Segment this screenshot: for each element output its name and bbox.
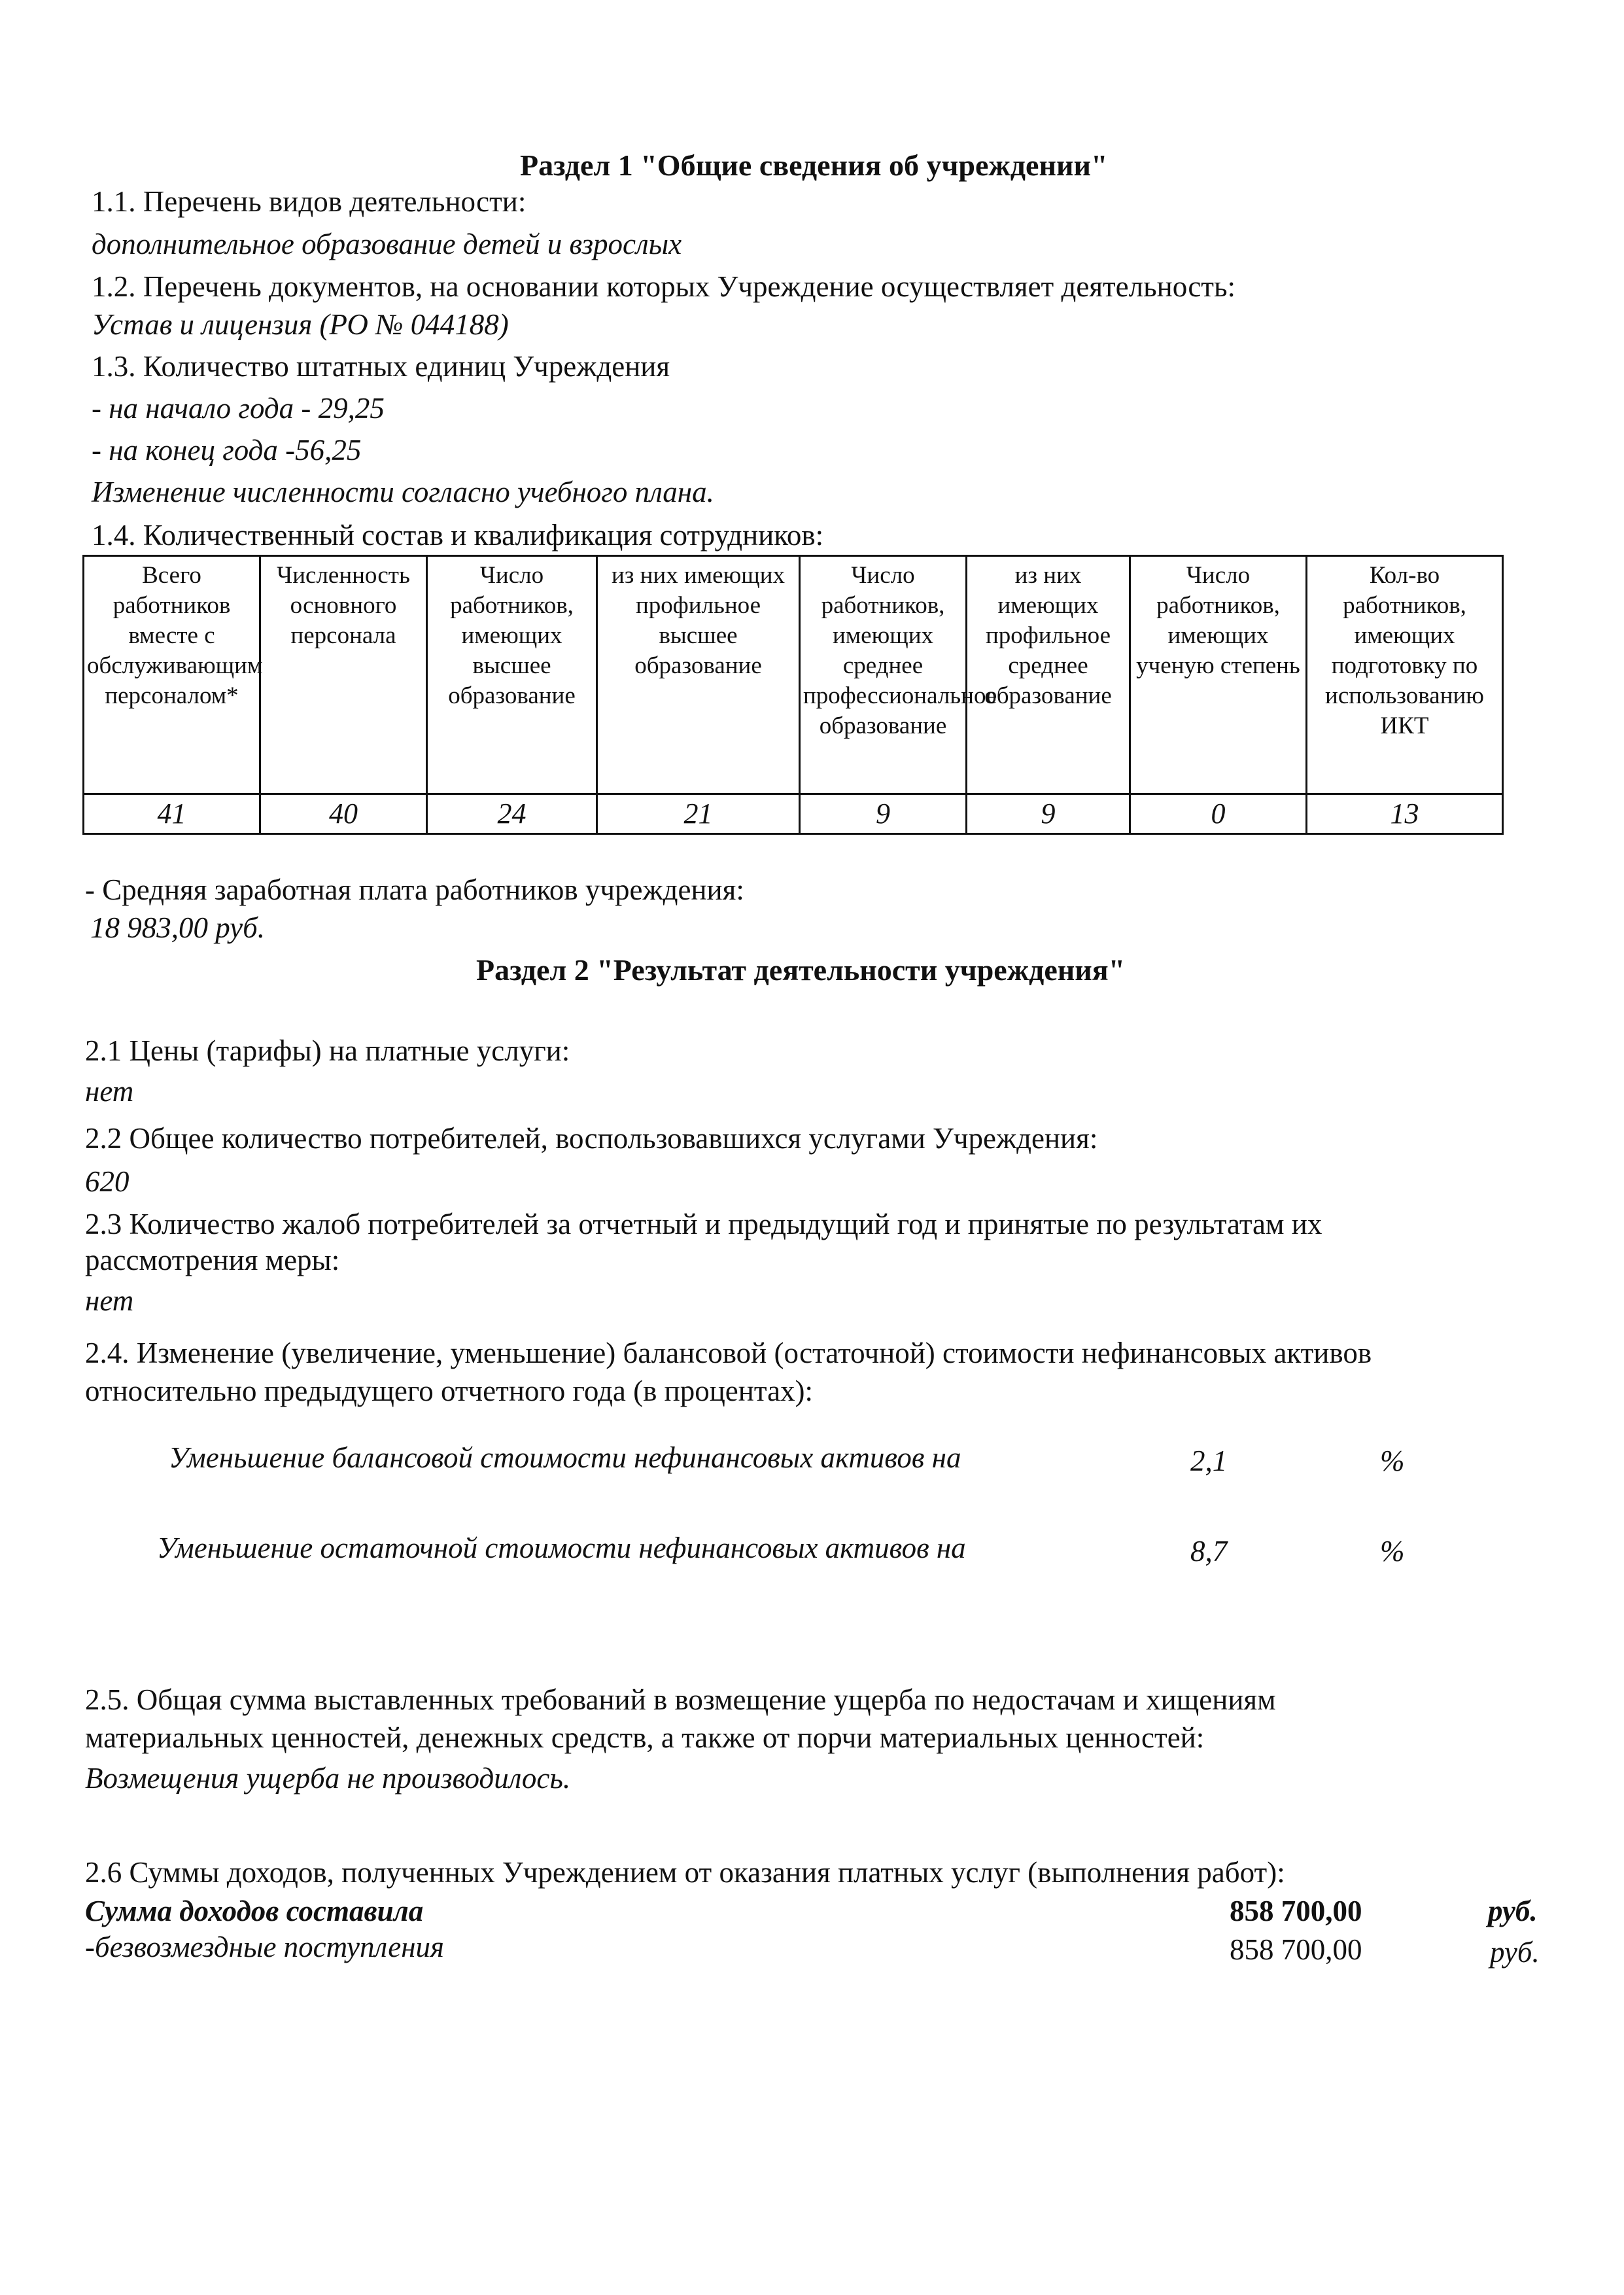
complaints-label-line2: рассмотрения меры: [85, 1244, 340, 1276]
value-profile-higher-education: 21 [597, 794, 800, 834]
salary-value: 18 983,00 руб. [90, 911, 266, 944]
documents-label: 1.2. Перечень документов, на основании которых Учреждение осуществляет деятельность: [92, 270, 1236, 303]
salary-label: - Средняя заработная плата работников учреждения: [85, 873, 744, 906]
activities-value: дополнительное образование детей и взрослых [92, 228, 682, 260]
value-higher-education: 24 [427, 794, 597, 834]
header-secondary-professional-education: Число работников, имеющих среднее профессиональное образование [800, 556, 967, 794]
prices-value: нет [85, 1075, 134, 1108]
header-profile-secondary-education: из них имеющих профильное среднее образование [967, 556, 1130, 794]
consumers-value: 620 [85, 1165, 130, 1198]
staff-units-label: 1.3. Количество штатных единиц Учреждения [92, 350, 670, 383]
header-ict-training: Кол-во работников, имеющих подготовку по использованию ИКТ [1307, 556, 1503, 794]
staff-units-start: - на начало года - 29,25 [92, 392, 385, 425]
value-secondary-professional-education: 9 [800, 794, 967, 834]
income-total-value: 858 700,00 [1230, 1895, 1362, 1927]
value-academic-degree: 0 [1130, 794, 1307, 834]
balance-value-decrease-value: 2,1 [1190, 1445, 1228, 1477]
documents-value: Устав и лицензия (РО № 044188) [92, 308, 509, 341]
staff-composition-label: 1.4. Количественный состав и квалификация сотрудников: [92, 519, 824, 552]
table-row [84, 794, 1503, 834]
value-total-workers: 41 [84, 794, 260, 834]
damages-label-line1: 2.5. Общая сумма выставленных требований в возмещение ущерба по недостачам и хищениям [85, 1683, 1276, 1716]
staff-units-end: - на конец года -56,25 [92, 434, 362, 466]
prices-label: 2.1 Цены (тарифы) на платные услуги: [85, 1034, 570, 1067]
income-free-value: 858 700,00 [1230, 1933, 1362, 1966]
assets-change-label-line1: 2.4. Изменение (увеличение, уменьшение) балансовой (остаточной) стоимости нефинансовых активов [85, 1337, 1372, 1369]
header-higher-education: Число работников, имеющих высшее образование [427, 556, 597, 794]
value-ict-training: 13 [1307, 794, 1503, 834]
section1-title: Раздел 1 "Общие сведения об учреждении" [520, 149, 1108, 182]
value-main-staff: 40 [260, 794, 427, 834]
damages-label-line2: материальных ценностей, денежных средств, а также от порчи материальных ценностей: [85, 1721, 1205, 1754]
residual-value-decrease-unit: % [1380, 1535, 1405, 1568]
income-free-unit: руб. [1490, 1936, 1540, 1969]
income-total-unit: руб. [1488, 1895, 1538, 1927]
value-profile-secondary-education: 9 [967, 794, 1130, 834]
header-total-workers: Всего работников вместе с обслуживающим персоналом* [84, 556, 260, 794]
residual-value-decrease-label: Уменьшение остаточной стоимости нефинансовых активов на [157, 1532, 966, 1564]
complaints-value: нет [85, 1284, 134, 1317]
header-academic-degree: Число работников, имеющих ученую степень [1130, 556, 1307, 794]
income-label: 2.6 Суммы доходов, полученных Учреждением от оказания платных услуг (выполнения работ): [85, 1856, 1285, 1889]
income-total-label: Сумма доходов составила [85, 1895, 424, 1927]
income-free-label: -безвозмездные поступления [85, 1931, 444, 1963]
header-main-staff: Численность основного персонала [260, 556, 427, 794]
section2-title: Раздел 2 "Результат деятельности учреждения" [476, 953, 1126, 987]
consumers-label: 2.2 Общее количество потребителей, воспользовавшихся услугами Учреждения: [85, 1122, 1098, 1155]
balance-value-decrease-unit: % [1380, 1445, 1405, 1477]
residual-value-decrease-value: 8,7 [1190, 1535, 1228, 1568]
staff-composition-table [82, 555, 1504, 835]
complaints-label-line1: 2.3 Количество жалоб потребителей за отчетный и предыдущий год и принятые по результатам их [85, 1208, 1322, 1240]
table-header-row [84, 556, 1503, 794]
assets-change-label-line2: относительно предыдущего отчетного года (в процентах): [85, 1375, 814, 1407]
activities-label: 1.1. Перечень видов деятельности: [92, 185, 527, 218]
header-profile-higher-education: из них имеющих профильное высшее образование [597, 556, 800, 794]
damages-value: Возмещения ущерба не производилось. [85, 1762, 571, 1795]
balance-value-decrease-label: Уменьшение балансовой стоимости нефинансовых активов на [169, 1441, 961, 1474]
staff-units-note: Изменение численности согласно учебного плана. [92, 476, 714, 508]
